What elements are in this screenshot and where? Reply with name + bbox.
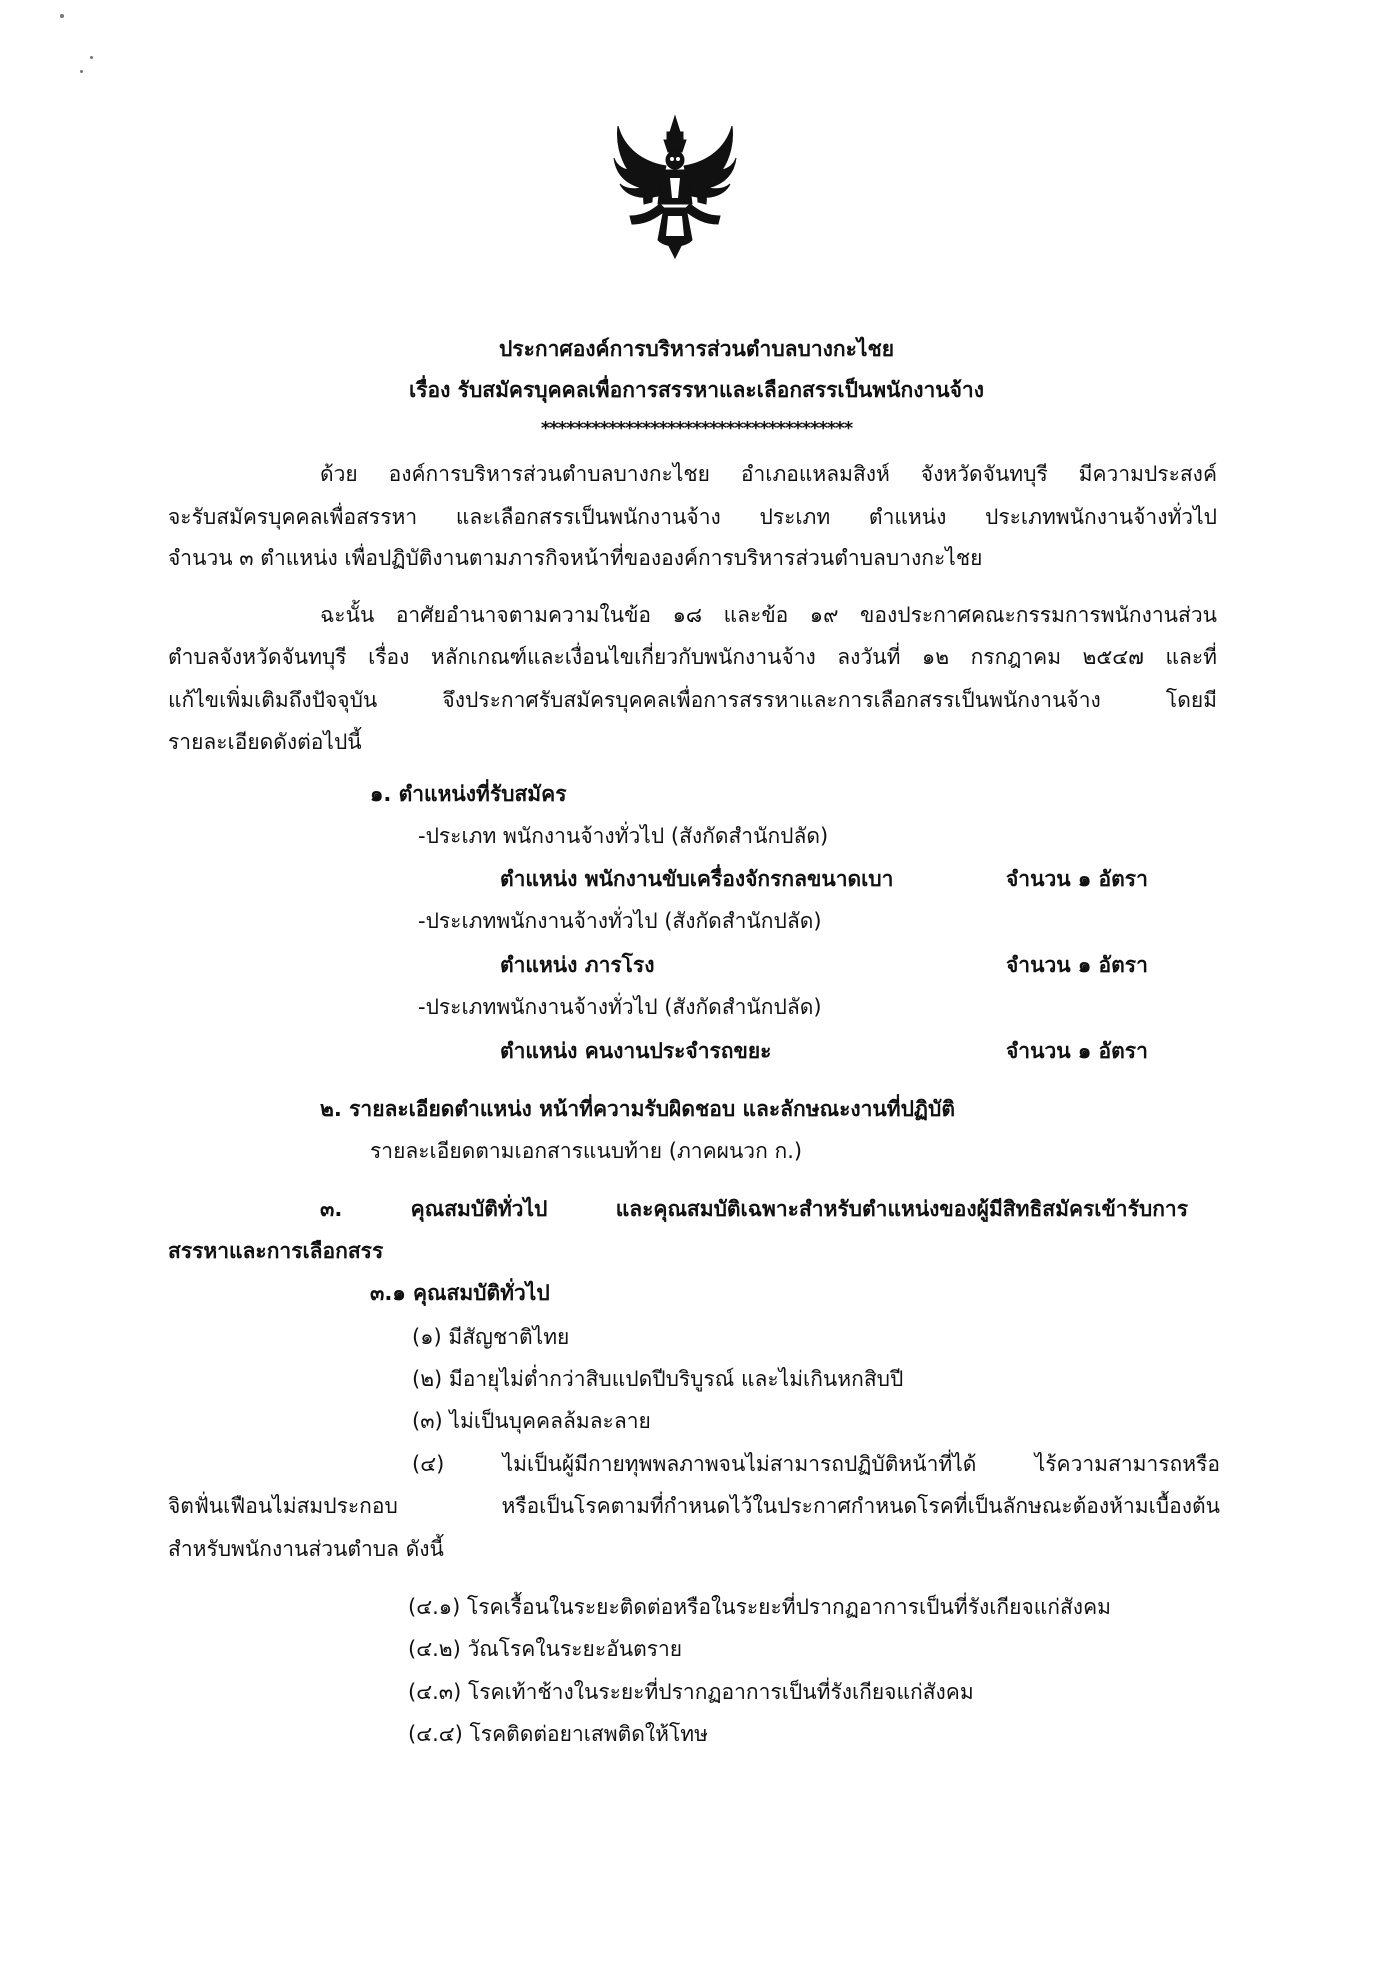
scan-speck [80, 70, 83, 73]
section-3-heading-cont: สรรหาและการเลือกสรร [168, 1239, 384, 1263]
garuda-emblem-icon [612, 112, 738, 260]
scan-speck [60, 14, 64, 18]
qualification-item-4-cont: จิตฟั่นเฟือนไม่สมประกอบ หรือเป็นโรคตามที่กำหนดไว้ในประกาศกำหนดโรคที่เป็นลักษณะต้องห้ามเบื้องต้น [168, 1494, 1220, 1518]
title-separator: ************************************* [540, 418, 853, 439]
qualification-item-4-cont: สำหรับพนักงานส่วนตำบล ดังนี้ [168, 1537, 444, 1561]
scan-speck [90, 56, 93, 59]
authority-line-3: แก้ไขเพิ่มเติมถึงปัจจุบัน จึงประกาศรับสมัครบุคคลเพื่อการสรรหาและการเลือกสรรเป็นพนักงานจ้าง โดยมี [168, 688, 1217, 712]
position-count: จำนวน ๑ อัตรา [1006, 867, 1148, 891]
disease-item: (๔.๓) โรคเท้าช้างในระยะที่ปรากฏอาการเป็นที่รังเกียจแก่สังคม [408, 1680, 974, 1704]
section-3-heading: ๓. คุณสมบัติทั่วไป และคุณสมบัติเฉพาะสำหรับตำแหน่งของผู้มีสิทธิสมัครเข้ารับการ [320, 1197, 1188, 1221]
disease-item: (๔.๑) โรคเรื้อนในระยะติดต่อหรือในระยะที่ปรากฏอาการเป็นที่รังเกียจแก่สังคม [408, 1595, 1111, 1619]
position-count: จำนวน ๑ อัตรา [1006, 1039, 1148, 1063]
qualification-item-4: (๔) ไม่เป็นผู้มีกายทุพพลภาพจนไม่สามารถปฏิบัติหน้าที่ได้ ไร้ความสามารถหรือ [412, 1452, 1220, 1476]
disease-item: (๔.๒) วัณโรคในระยะอันตราย [408, 1637, 683, 1661]
position-name: ตำแหน่ง พนักงานขับเครื่องจักรกลขนาดเบา [500, 867, 894, 891]
authority-line-1: ฉะนั้น อาศัยอำนาจตามความในข้อ ๑๘ และข้อ ๑๙ ของประกาศคณะกรรมการพนักงานส่วน [320, 603, 1217, 627]
position-name: ตำแหน่ง คนงานประจำรถขยะ [500, 1039, 772, 1063]
intro-line-3: จำนวน ๓ ตำแหน่ง เพื่อปฏิบัติงานตามภารกิจหน้าที่ขององค์การบริหารส่วนตำบลบางกะไชย [168, 546, 983, 570]
qualification-item: (๒) มีอายุไม่ต่ำกว่าสิบแปดปีบริบูรณ์ และไม่เกินหกสิบปี [412, 1367, 904, 1391]
qualification-item: (๑) มีสัญชาติไทย [412, 1325, 570, 1349]
position-type: -ประเภทพนักงานจ้างทั่วไป (สังกัดสำนักปลัด) [418, 909, 822, 933]
qualification-item: (๓) ไม่เป็นบุคคลล้มละลาย [412, 1409, 651, 1433]
section-2-detail: รายละเอียดตามเอกสารแนบท้าย (ภาคผนวก ก.) [370, 1139, 803, 1163]
announcement-subject: เรื่อง รับสมัครบุคคลเพื่อการสรรหาและเลือกสรรเป็นพนักงานจ้าง [409, 378, 984, 402]
section-2-heading: ๒. รายละเอียดตำแหน่ง หน้าที่ความรับผิดชอบ และลักษณะงานที่ปฏิบัติ [320, 1097, 955, 1121]
position-type: -ประเภท พนักงานจ้างทั่วไป (สังกัดสำนักปลัด) [418, 824, 829, 848]
section-1-heading: ๑. ตำแหน่งที่รับสมัคร [370, 782, 567, 806]
disease-item: (๔.๔) โรคติดต่อยาเสพติดให้โทษ [408, 1722, 708, 1746]
authority-line-4: รายละเอียดดังต่อไปนี้ [168, 730, 362, 754]
announcement-title: ประกาศองค์การบริหารส่วนตำบลบางกะไชย [498, 337, 895, 361]
position-name: ตำแหน่ง ภารโรง [500, 953, 655, 977]
authority-line-2: ตำบลจังหวัดจันทบุรี เรื่อง หลักเกณฑ์และเงื่อนไขเกี่ยวกับพนักงานจ้าง ลงวันที่ ๑๒ กรกฎาคม ๒๕๔๗ และที่ [168, 645, 1217, 669]
intro-line-1: ด้วย องค์การบริหารส่วนตำบลบางกะไชย อำเภอแหลมสิงห์ จังหวัดจันทบุรี มีความประสงค์ [320, 462, 1217, 486]
section-3-1-heading: ๓.๑ คุณสมบัติทั่วไป [370, 1281, 550, 1305]
position-type: -ประเภทพนักงานจ้างทั่วไป (สังกัดสำนักปลัด) [418, 995, 822, 1019]
intro-line-2: จะรับสมัครบุคคลเพื่อสรรหา และเลือกสรรเป็นพนักงานจ้าง ประเภท ตำแหน่ง ประเภทพนักงานจ้างทั่วไป [168, 505, 1217, 529]
position-count: จำนวน ๑ อัตรา [1006, 953, 1148, 977]
